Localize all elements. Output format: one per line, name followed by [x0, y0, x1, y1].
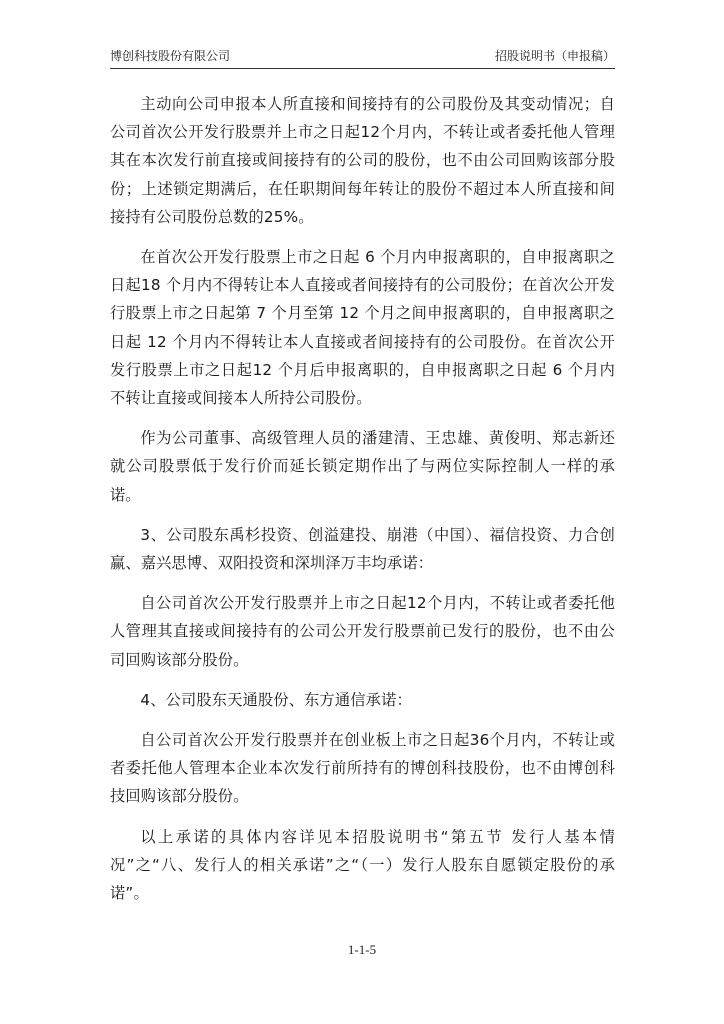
header-divider — [110, 68, 615, 69]
paragraph-item-3-content: 自公司首次公开发行股票并上市之日起12个月内，不转让或者委托他人管理其直接或间接持有的公司公开发行股票前已发行的股份，也不由公司回购该部分股份。 — [110, 594, 615, 669]
paragraph-item-3-heading: 3、公司股东禹杉投资、创溢建投、崩港（中国）、福信投资、力合创赢、嘉兴思博、双阳投资和深圳泽万丰均承诺： — [110, 525, 615, 573]
page-number: 1-1-5 — [347, 942, 377, 957]
header-document-type: 招股说明书（申报稿） — [494, 49, 615, 63]
document-body — [110, 90, 615, 919]
paragraph-item-4-heading: 4、公司股东天通股份、东方通信承诺： — [140, 690, 412, 709]
page-header — [110, 47, 615, 67]
paragraph-reference-note: 以上承诺的具体内容详见本招股说明书“第五节 发行人基本情况”之“八、发行人的相关承诺”之“（一）发行人股东自愿锁定股份的承诺”。 — [110, 827, 615, 903]
paragraph-item-4-content: 自公司首次公开发行股票并在创业板上市之日起36个月内，不转让或者委托他人管理本企业本次发行前所持有的博创科技股份，也不由博创科技回购该部分股份。 — [110, 731, 615, 806]
paragraph-lockup-director: 主动向公司申报本人所直接和间接持有的公司股份及其变动情况；自公司首次公开发行股票并上市之日起12个月内，不转让或者委托他人管理其在本次发行前直接或间接持有的公司的股份，也不由公司回购该部分股份；上述锁定期满后，在任职期间每年转让的股份不超过本人所直接和间接持有公司股份总数的25%。 — [110, 95, 615, 226]
paragraph-resignation-rules: 在首次公开发行股票上市之日起 6 个月内申报离职的，自申报离职之日起18 个月内不得转让本人直接或者间接持有的公司股份；在首次公开发行股票上市之日起第 7 个月至第 12 个月之间申报离职的，自申报离职之日起 12 个月内不得转让本人直接或者间接持有的公司股份。在首次公开发行股票上市之日起12 个月后申报离职的，自申报离职之日起 6 个月内不转让直接或间接本人所持公司股份。 — [110, 248, 615, 408]
paragraph-executive-commitment: 作为公司董事、高级管理人员的潘建清、王忠雄、黄俊明、郑志新还就公司股票低于发行价而延长锁定期作出了与两位实际控制人一样的承诺。 — [110, 429, 615, 504]
header-company-name: 博创科技股份有限公司 — [110, 49, 231, 63]
